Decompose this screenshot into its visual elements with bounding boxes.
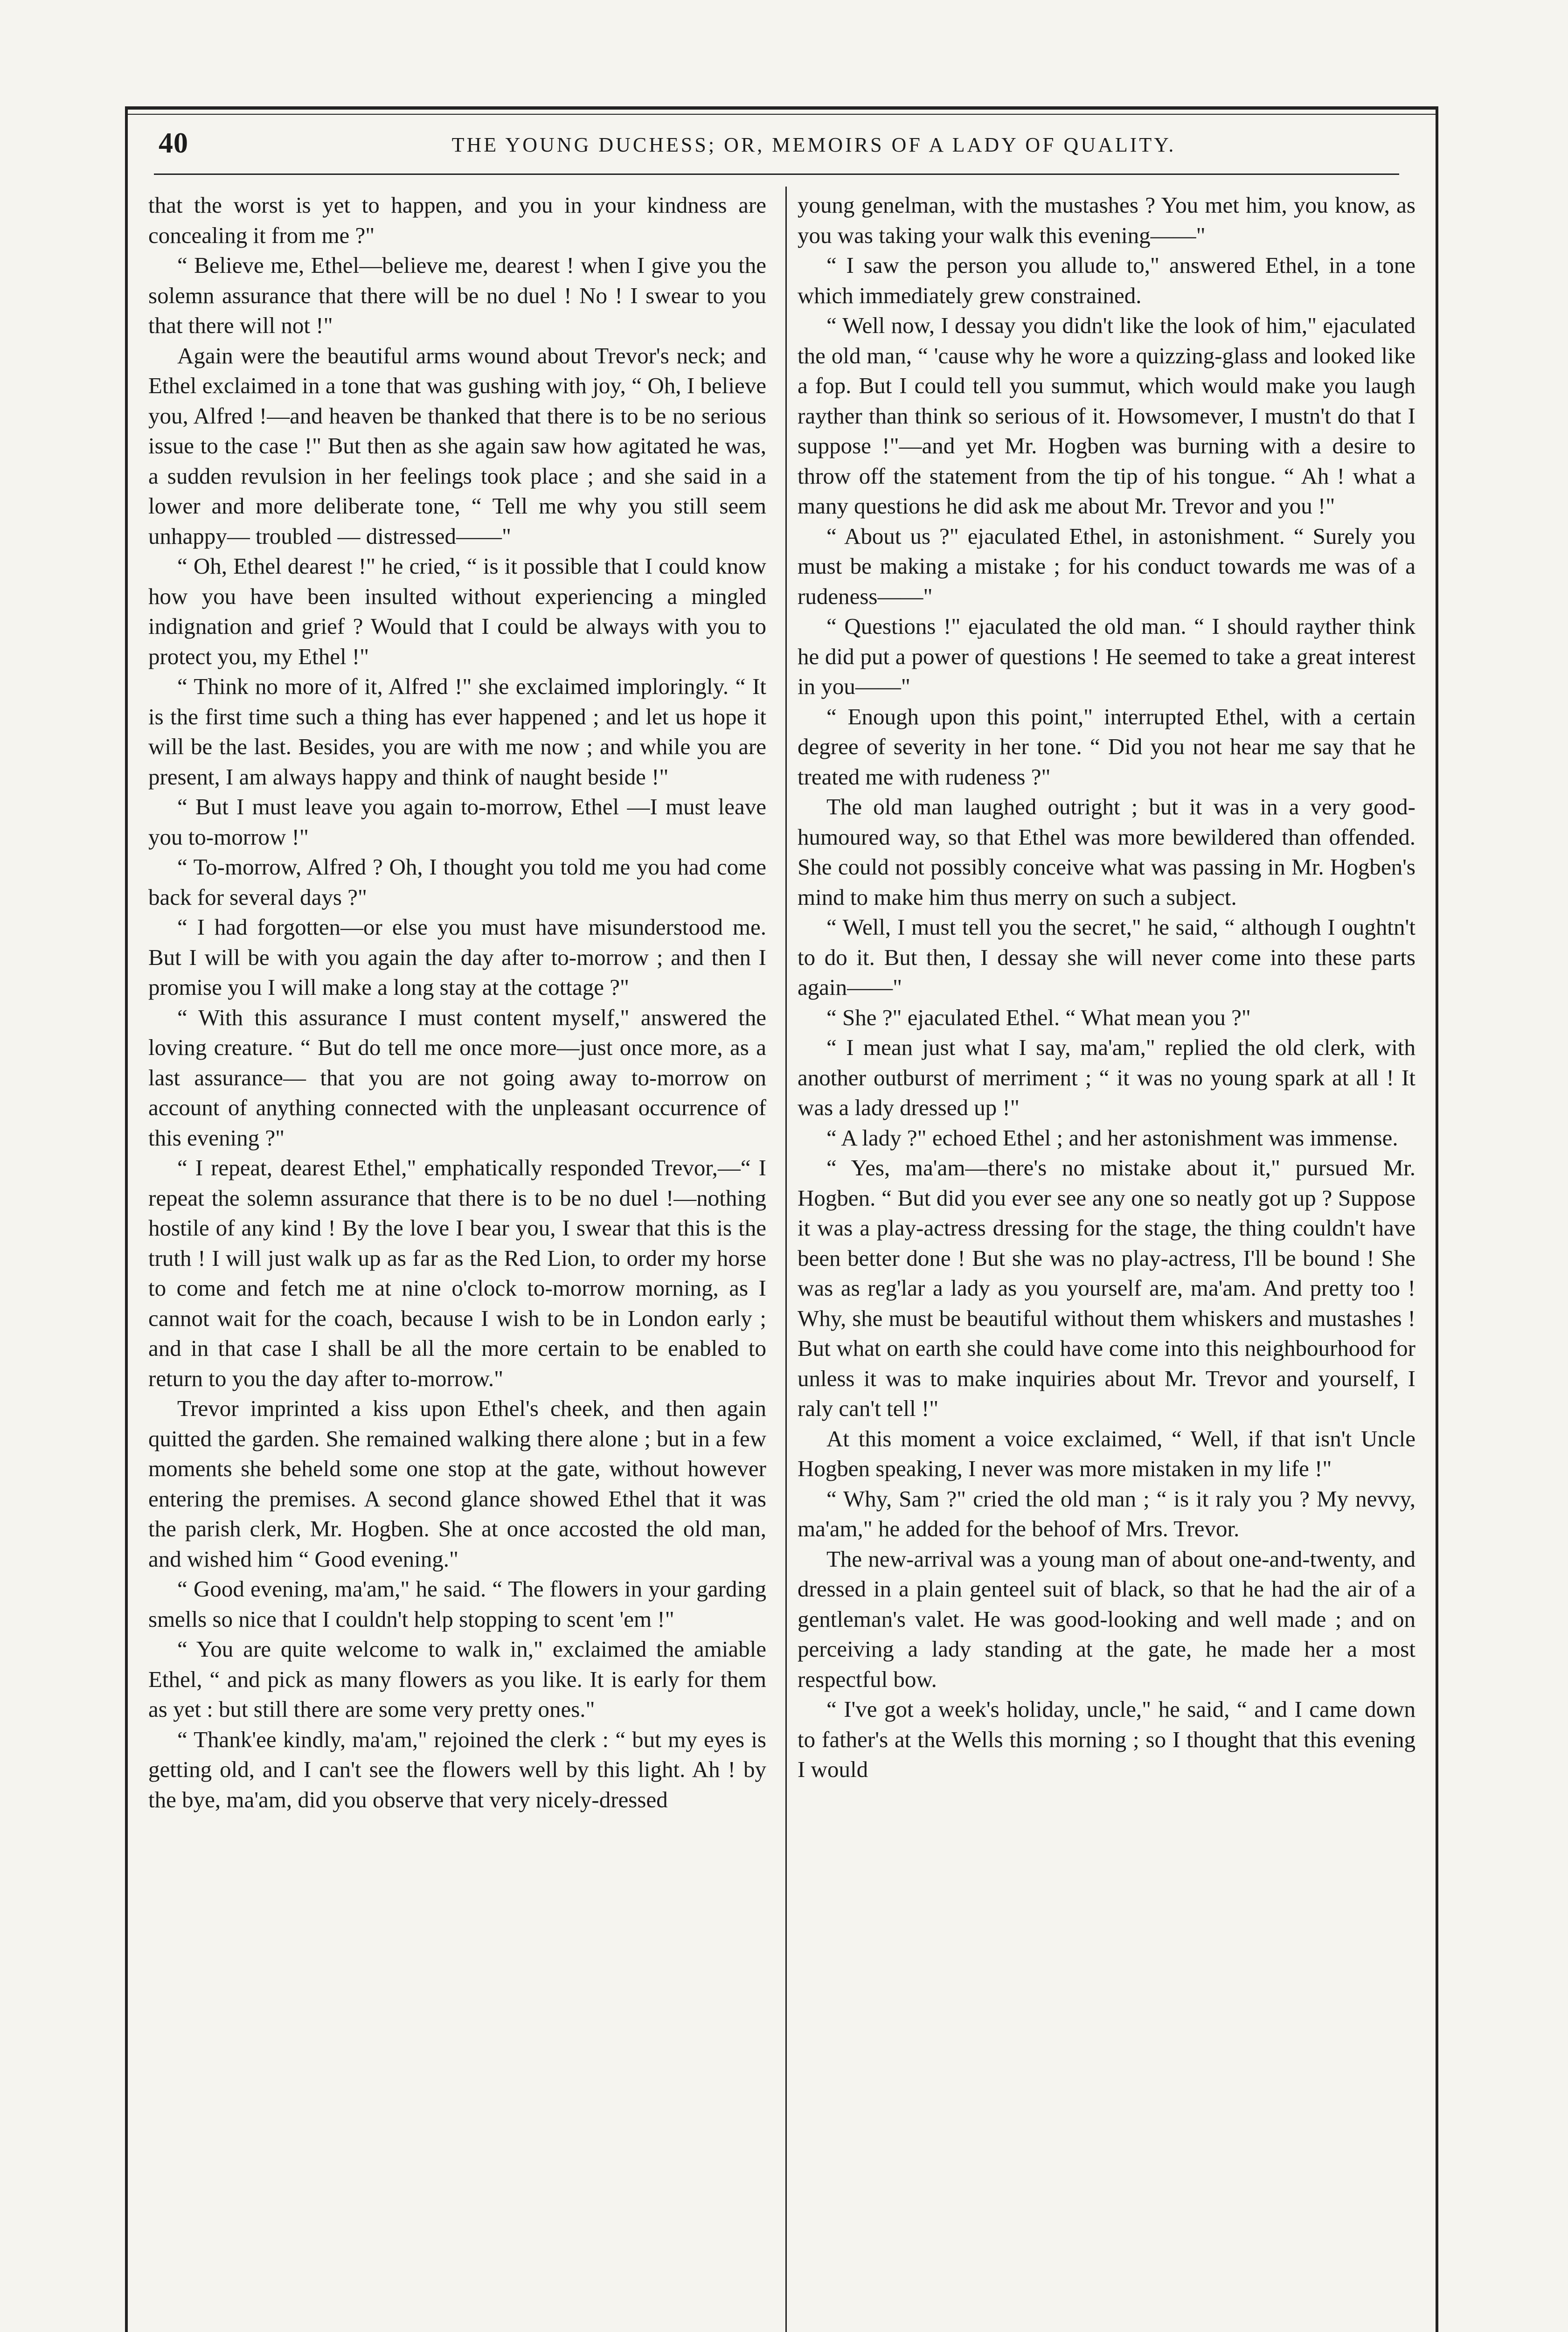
top-rule-thin bbox=[128, 114, 1436, 115]
paragraph: “ I repeat, dearest Ethel," emphatically responded Trevor,—“ I repeat the solemn assurance that there is to be no duel !—nothing hostile of any kind ! By the love I bear you, I swear that this is the truth ! I will just walk up as far as the Red Lion, to order my horse to come and fetch me at nine o'clock to-morrow morning, as I cannot wait for the coach, because I wish to be in London early ; and in that case I shall be all the more certain to be enabled to return to you the day after to-morrow." bbox=[148, 1155, 766, 1391]
paragraph: At this moment a voice exclaimed, “ Well, if that isn't Uncle Hogben speaking, I never was more mistaken in my life !" bbox=[798, 1425, 1415, 1481]
top-rule-thick bbox=[128, 106, 1436, 110]
paragraph: “ A lady ?" echoed Ethel ; and her astonishment was immense. bbox=[826, 1124, 1398, 1151]
page-number: 40 bbox=[159, 127, 188, 159]
paragraph: The old man laughed outright ; but it was in a very good-humoured way, so that Ethel was more bewildered than offended. She could not possibly conceive what was passing in Mr. Hogben's mind to make him thus merry on such a subject. bbox=[798, 794, 1415, 910]
paragraph: Trevor imprinted a kiss upon Ethel's cheek, and then again quitted the garden. She remained walking there alone ; but in a few moments she beheld some one stop at the gate, without however entering the premises. A second glance showed Ethel that it was the parish clerk, Mr. Hogben. She at once accosted the old man, and wished him “ Good evening." bbox=[148, 1395, 766, 1572]
column-divider bbox=[785, 187, 787, 2332]
paragraph: The new-arrival was a young man of about one-and-twenty, and dressed in a plain genteel suit of black, so that he had the air of a gentleman's valet. He was good-looking and well made ; and on perceiving a lady standing at the gate, he made her a most respectful bow. bbox=[798, 1546, 1415, 1692]
paragraph: “ Well, I must tell you the secret," he said, “ although I oughtn't to do it. But then, I dessay she will never come into these parts again——" bbox=[798, 914, 1415, 1000]
paragraph: “ To-morrow, Alfred ? Oh, I thought you told me you had come back for several days ?" bbox=[148, 854, 766, 910]
paragraph: “ Oh, Ethel dearest !" he cried, “ is it possible that I could know how you have been insulted without experiencing a mingled indignation and grief ? Would that I could be always with you to protect you, my Ethel !" bbox=[148, 553, 766, 669]
paragraph: “ About us ?" ejaculated Ethel, in astonishment. “ Surely you must be making a mistake ; for his conduct towards me was of a rudeness——" bbox=[798, 523, 1415, 609]
page-frame-right-rule bbox=[1436, 106, 1438, 2332]
paragraph: “ Why, Sam ?" cried the old man ; “ is it raly you ? My nevvy, ma'am," he added for the behoof of Mrs. Trevor. bbox=[798, 1485, 1415, 1541]
paragraph: “ I mean just what I say, ma'am," replied the old clerk, with another outburst of merriment ; “ it was no young spark at all ! It was a lady dressed up !" bbox=[798, 1034, 1415, 1120]
paragraph: “ Believe me, Ethel—believe me, dearest ! when I give you the solemn assurance that there will be no duel ! No ! I swear to you that there will not !" bbox=[148, 252, 766, 338]
paragraph: “ Yes, ma'am—there's no mistake about it," pursued Mr. Hogben. “ But did you ever see any one so neatly got up ? Suppose it was a play-actress dressing for the stage, the thing couldn't have been better done ! But she was no play-actress, I'll be bound ! She was as reg'lar a lady as you yourself are, ma'am. And pretty too ! Why, she must be beautiful without them whiskers and mustashes ! But what on earth she could have come into this neighbourhood for unless it was to make inquiries about Mr. Trevor and yourself, I raly can't tell !" bbox=[798, 1155, 1415, 1421]
right-column bbox=[798, 190, 1415, 1785]
header-rule bbox=[154, 174, 1399, 175]
left-column bbox=[148, 190, 766, 1815]
page-frame-left-rule bbox=[125, 106, 128, 2332]
paragraph: young genelman, with the mustashes ? You met him, you know, as you was taking your walk this evening——" bbox=[798, 192, 1415, 248]
paragraph: “ Questions !" ejaculated the old man. “ I should rayther think he did put a power of questions ! He seemed to take a great interest in you——" bbox=[798, 613, 1415, 699]
paragraph: “ With this assurance I must content myself," answered the loving creature. “ But do tell me once more—just once more, as a last assurance— that you are not going away to-morrow on account of anything connected with the unpleasant occurrence of this evening ?" bbox=[148, 1004, 766, 1151]
paragraph: “ Good evening, ma'am," he said. “ The flowers in your garding smells so nice that I couldn't help stopping to scent 'em !" bbox=[148, 1576, 766, 1632]
paragraph: “ You are quite welcome to walk in," exclaimed the amiable Ethel, “ and pick as many flowers as you like. It is early for them as yet : but still there are some very pretty ones." bbox=[148, 1636, 766, 1722]
paragraph: “ Think no more of it, Alfred !" she exclaimed imploringly. “ It is the first time such a thing has ever happened ; and let us hope it will be the last. Besides, you are with me now ; and while you are present, I am always happy and think of naught beside !" bbox=[148, 673, 766, 790]
paragraph: that the worst is yet to happen, and you in your kindness are concealing it from me ?" bbox=[148, 192, 766, 248]
paragraph: “ Enough upon this point," interrupted Ethel, with a certain degree of severity in her tone. “ Did you not hear me say that he treated me with rudeness ?" bbox=[798, 703, 1415, 790]
paragraph: “ I had forgotten—or else you must have misunderstood me. But I will be with you again the day after to-morrow ; and then I promise you I will make a long stay at the cottage ?" bbox=[148, 914, 766, 1000]
paragraph: “ Well now, I dessay you didn't like the look of him," ejaculated the old man, “ 'cause why he wore a quizzing-glass and looked like a fop. But I could tell you summut, which would make you laugh rayther than think so serious of it. Howsomever, I mustn't do that I suppose !"—and yet Mr. Hogben was burning with a desire to throw off the statement from the tip of his tongue. “ Ah ! what a many questions he did ask me about Mr. Trevor and you !" bbox=[798, 312, 1415, 519]
running-title: THE YOUNG DUCHESS; OR, MEMOIRS OF A LADY OF QUALITY. bbox=[451, 133, 1176, 156]
paragraph: “ She ?" ejaculated Ethel. “ What mean you ?" bbox=[826, 1004, 1251, 1030]
paragraph: “ I've got a week's holiday, uncle," he said, “ and I came down to father's at the Wells this morning ; so I thought that this evening I would bbox=[798, 1696, 1415, 1782]
paragraph: “ Thank'ee kindly, ma'am," rejoined the clerk : “ but my eyes is getting old, and I can't see the flowers well by this light. Ah ! by the bye, ma'am, did you observe that very nicely-dressed bbox=[148, 1726, 766, 1812]
paragraph: Again were the beautiful arms wound about Trevor's neck; and Ethel exclaimed in a tone that was gushing with joy, “ Oh, I believe you, Alfred !—and heaven be thanked that there is to be no serious issue to the case !" But then as she again saw how agitated he was, a sudden revulsion in her feelings took place ; and she said in a lower and more deliberate tone, “ Tell me why you still seem unhappy— troubled — distressed——" bbox=[148, 342, 766, 549]
paragraph: “ I saw the person you allude to," answered Ethel, in a tone which immediately grew constrained. bbox=[798, 252, 1415, 308]
paragraph: “ But I must leave you again to-morrow, Ethel —I must leave you to-morrow !" bbox=[148, 794, 766, 850]
